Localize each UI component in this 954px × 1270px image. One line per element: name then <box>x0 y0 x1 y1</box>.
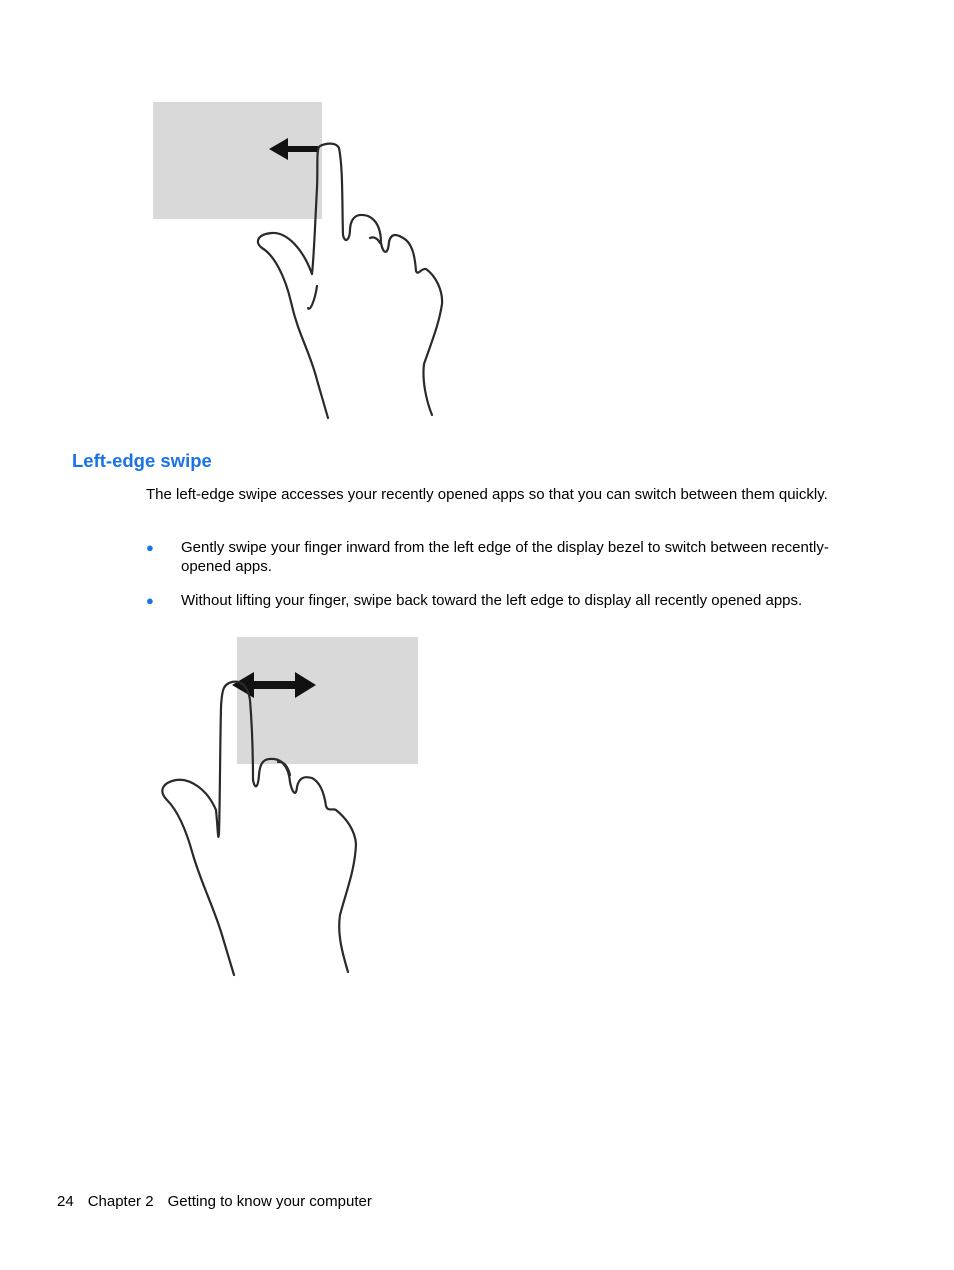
bullet-icon: ● <box>146 540 154 555</box>
list-item <box>146 591 866 610</box>
intro-paragraph: The left-edge swipe accesses your recently opened apps so that you can switch between them quickly. <box>146 486 828 503</box>
bullet-icon: ● <box>146 593 154 608</box>
list-item-text: Gently swipe your finger inward from the left edge of the display bezel to switch between recently-opened apps. <box>181 539 829 575</box>
page-footer <box>57 1192 372 1211</box>
page-number: 24 <box>57 1193 74 1210</box>
swipe-left-edge-gesture-icon <box>150 630 430 985</box>
footer-chapter: Chapter 2 <box>87 1193 154 1210</box>
list-item <box>146 538 866 576</box>
left-edge-swipe-illustration <box>150 630 430 985</box>
swipe-left-gesture-icon <box>140 90 460 430</box>
section-heading: Left-edge swipe <box>72 450 212 471</box>
screen-panel <box>153 102 322 219</box>
instruction-list <box>146 538 866 625</box>
list-item-text: Without lifting your finger, swipe back toward the left edge to display all recently opened apps. <box>181 592 803 609</box>
swipe-left-illustration <box>140 90 460 430</box>
footer-chapter-title: Getting to know your computer <box>167 1193 372 1210</box>
screen-panel <box>237 637 418 764</box>
